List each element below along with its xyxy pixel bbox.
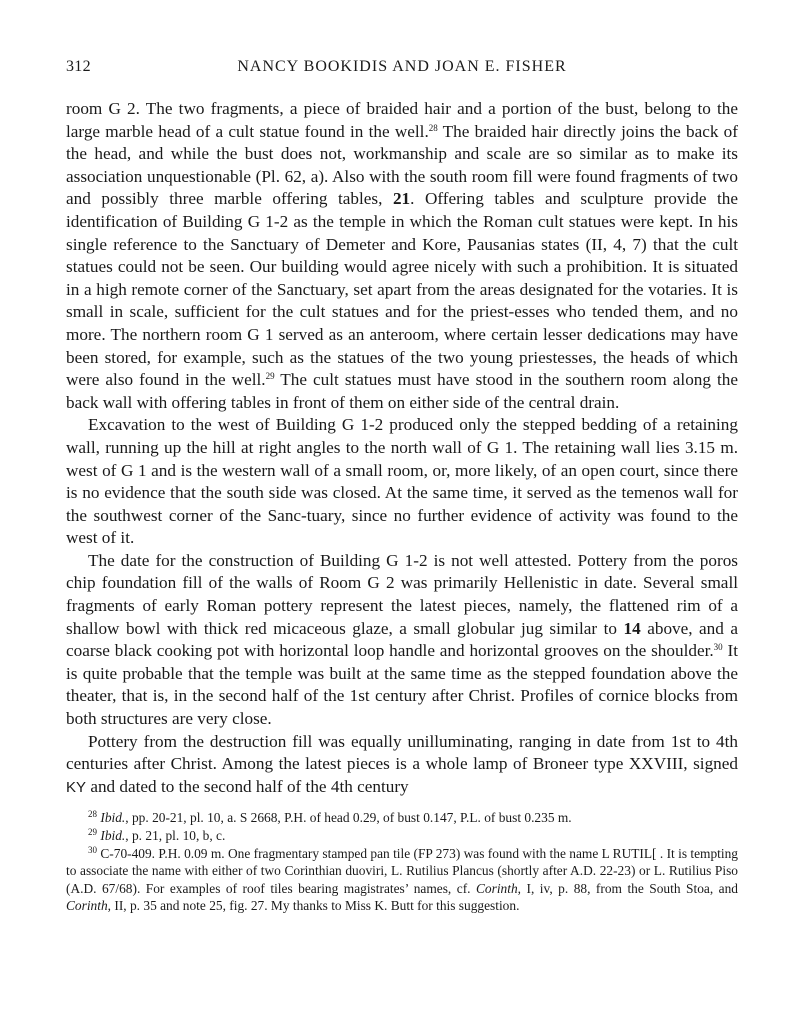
footnote-text: , I, iv, p. 88, from the South Stoa, and <box>517 880 738 896</box>
text-span: . Offering tables and sculpture provide the identification of Building G 1-2 as the temple in which the Roman cult statues were kept. In his single reference to the Sanctuary of Demeter and Kore, Pausanias states (II, 4, 7) that the cult statues could not be seen. Our building would agree nicely with such a prohibition. It is situated in a high remote corner of the Sanctuary, set apart from the areas designated for the votaries. It is small in scale, sufficient for the cult statues and for the priest-esses who tended them, and no more. The northern room G 1 served as an anteroom, where certain lesser dedications may have been stored, for example, such as the statues of the two young priestesses, the heads of which were also found in the well. <box>66 189 738 390</box>
catalogue-number: 21 <box>392 189 411 209</box>
footnote-ref-28: 28 <box>428 122 438 133</box>
text-span: It is quite probable that the temple was built at the same time as the stepped foundation above the theater, that is, in the second half of the 1st century after Christ. Profiles of cornice blocks from both structures are very close. <box>66 641 738 729</box>
journal-title: Corinth <box>476 880 518 896</box>
text-span: Pottery from the destruction fill was equally unilluminating, ranging in date from 1st to 4th centuries after Christ. Among the latest pieces is a whole lamp of Broneer type XXVIII, signed <box>66 731 738 774</box>
footnote-ref-29: 29 <box>265 371 275 382</box>
footnote-text: , pp. 20-21, pl. 10, a. S 2668, P.H. of head 0.29, of bust 0.147, P.L. of bust 0.235 m. <box>125 810 572 826</box>
page <box>66 58 738 915</box>
footnotes <box>66 809 738 915</box>
text-span: The braided hair directly joins the back of the head, and while the bust does not, workmanship and scale are so similar as to make its association unquestionable (Pl. 62, a). Also with the south room fill were found fragments of two and possibly three marble offering tables, <box>66 121 738 209</box>
ibid: Ibid. <box>100 810 126 826</box>
paragraph-2: Excavation to the west of Building G 1-2 produced only the stepped bedding of a retaining wall, running up the hill at right angles to the north wall of G 1. The retaining wall lies 3.15 m. west of G 1 and is the western wall of a small room, or, more likely, of an open court, since there is no evidence that the south side was closed. At the same time, it served as the temenos wall for the southwest corner of the Sanc-tuary, since no further evidence of activity was found to the west of it. <box>66 415 738 548</box>
paragraph-4 <box>66 731 738 800</box>
footnote-number: 29 <box>88 827 97 837</box>
footnote-number: 28 <box>88 809 97 820</box>
paragraph-1 <box>66 98 738 414</box>
footnote-28 <box>66 809 738 827</box>
text-span: above, and a coarse black cooking pot with horizontal loop handle and horizontal grooves on the shoulder. <box>66 618 739 661</box>
running-head <box>66 58 738 86</box>
catalogue-number: 14 <box>623 618 641 638</box>
text-span: and dated to the second half of the 4th century <box>86 776 409 796</box>
body-text <box>66 98 738 799</box>
ibid: Ibid. <box>100 828 126 843</box>
paragraph-3 <box>66 550 738 731</box>
text-span: room G 2. The two fragments, a piece of braided hair and a portion of the bust, belong to the large marble head of a cult statue found in the well. <box>66 99 738 141</box>
running-head-authors: NANCY BOOKIDIS AND JOAN E. FISHER <box>237 58 567 75</box>
journal-title: Corinth <box>66 898 108 914</box>
footnote-text: , p. 21, pl. 10, b, c. <box>125 828 226 843</box>
text-span: The date for the construction of Building G 1-2 is not well attested. Pottery from the poros chip foundation fill of the walls of Room G 2 was primarily Hellenistic in date. Several small fragments of early Roman pottery represent the latest pieces, namely, the flattened rim of a shallow bowl with thick red micaceous glaze, a small globular jug similar to <box>66 550 738 638</box>
footnote-ref-30: 30 <box>713 642 723 653</box>
footnote-number: 30 <box>88 844 97 855</box>
footnote-text: C-70-409. P.H. 0.09 m. One fragmentary stamped pan tile (FP 273) was found with the name L RUTIL[ . It is tempting to associate the name with either of two Corinthian duoviri, L. Rutilius Plancus (shortly after A.D. 22-23) or L. Rutilius Piso (A.D. 67/68). For examples of roof tiles bearing magistrates’ names, cf. <box>66 845 738 896</box>
footnote-29 <box>66 827 738 845</box>
text-span: The cult statues must have stood in the southern room along the back wall with offering tables in front of them on either side of the central drain. <box>66 370 738 412</box>
lamp-signature: KY <box>66 778 87 796</box>
page-number: 312 <box>66 58 91 75</box>
footnote-30 <box>66 845 738 915</box>
footnote-text: , II, p. 35 and note 25, fig. 27. My thanks to Miss K. Butt for this suggestion. <box>107 898 520 914</box>
